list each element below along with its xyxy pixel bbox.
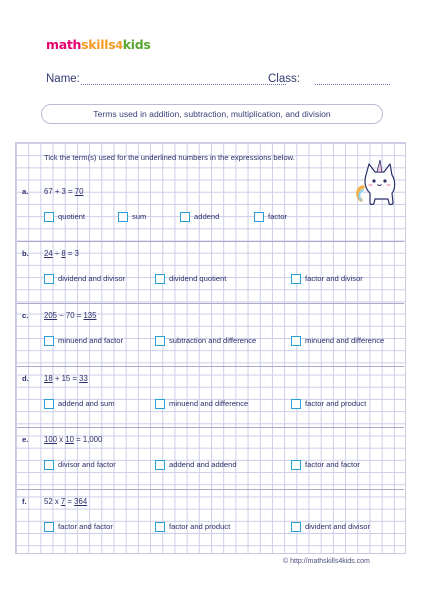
brand-logo: mathskills4kids — [46, 37, 151, 52]
instruction-text: Tick the term(s) used for the underlined numbers in the expressions below. — [44, 153, 295, 162]
option-label[interactable]: subtraction and difference — [169, 336, 257, 345]
question-expression — [44, 311, 96, 320]
worksheet-title: Terms used in addition, subtraction, multiplication, and division — [41, 104, 383, 124]
option-label[interactable]: minuend and factor — [58, 336, 124, 345]
expression-part: = 1,000 — [73, 435, 103, 444]
option-label[interactable]: sum — [132, 212, 147, 221]
underlined-number: 18 — [44, 374, 53, 383]
footer-url: © http://mathskills4kids.com — [283, 558, 370, 565]
underlined-number: 100 — [44, 435, 58, 444]
option-label[interactable]: factor and divisor — [305, 274, 363, 283]
question-separator — [17, 427, 404, 428]
underlined-number: 135 — [83, 311, 97, 320]
expression-part: x — [57, 435, 66, 444]
question-expression — [44, 435, 102, 444]
option-label[interactable]: quotient — [58, 212, 86, 221]
option-label[interactable]: minuend and difference — [169, 399, 249, 408]
name-line[interactable] — [81, 84, 286, 85]
expression-part: = — [65, 497, 75, 506]
question-label: e. — [22, 435, 29, 444]
expression-part: ÷ — [52, 249, 62, 258]
question-expression — [44, 249, 79, 258]
underlined-number: 70 — [74, 187, 84, 196]
option-label[interactable]: addend and sum — [58, 399, 115, 408]
underlined-number: 33 — [79, 374, 88, 383]
expression-part: + 15 = — [52, 374, 80, 383]
expression-part: 52 x — [44, 497, 61, 506]
option-label[interactable]: factor and factor — [58, 522, 113, 531]
option-checkbox[interactable] — [291, 399, 301, 409]
name-class-row — [46, 73, 392, 89]
option-label[interactable]: divident and divisor — [305, 522, 371, 531]
expression-part: − 70 = — [57, 311, 84, 320]
option-label[interactable]: minuend and difference — [305, 336, 385, 345]
option-checkbox[interactable] — [118, 212, 128, 222]
option-checkbox[interactable] — [44, 399, 54, 409]
underlined-number: 8 — [61, 249, 66, 258]
underlined-number: 10 — [65, 435, 74, 444]
option-checkbox[interactable] — [291, 274, 301, 284]
option-checkbox[interactable] — [155, 336, 165, 346]
option-checkbox[interactable] — [44, 336, 54, 346]
grid-paper-background — [15, 142, 406, 554]
option-label[interactable]: factor and product — [169, 522, 231, 531]
option-checkbox[interactable] — [155, 522, 165, 532]
option-label[interactable]: factor and factor — [305, 460, 360, 469]
option-checkbox[interactable] — [291, 460, 301, 470]
option-checkbox[interactable] — [155, 274, 165, 284]
option-checkbox[interactable] — [291, 336, 301, 346]
option-checkbox[interactable] — [291, 522, 301, 532]
option-checkbox[interactable] — [254, 212, 264, 222]
class-label: Class: — [268, 73, 300, 85]
option-checkbox[interactable] — [44, 460, 54, 470]
option-checkbox[interactable] — [44, 274, 54, 284]
expression-part: 67 + 3 = — [44, 187, 75, 196]
option-checkbox[interactable] — [44, 212, 54, 222]
question-label: f. — [22, 497, 27, 506]
class-line[interactable] — [315, 84, 390, 85]
underlined-number: 24 — [44, 249, 53, 258]
question-separator — [17, 303, 404, 304]
question-separator — [17, 489, 404, 490]
option-label[interactable]: addend — [194, 212, 220, 221]
question-label: b. — [22, 249, 29, 258]
option-checkbox[interactable] — [155, 460, 165, 470]
question-label: d. — [22, 374, 29, 383]
option-label[interactable]: dividend quotient — [169, 274, 227, 283]
option-label[interactable]: factor — [268, 212, 287, 221]
unicorn-cat-icon — [355, 157, 401, 209]
underlined-number: 364 — [74, 497, 88, 506]
option-checkbox[interactable] — [155, 399, 165, 409]
question-expression — [44, 187, 83, 196]
expression-part: = 3 — [65, 249, 79, 258]
option-label[interactable]: divisor and factor — [58, 460, 116, 469]
question-label: a. — [22, 187, 29, 196]
underlined-number: 205 — [44, 311, 58, 320]
underlined-number: 7 — [60, 497, 66, 506]
question-label: c. — [22, 311, 29, 320]
option-checkbox[interactable] — [180, 212, 190, 222]
question-separator — [17, 241, 404, 242]
option-label[interactable]: factor and product — [305, 399, 367, 408]
option-label[interactable]: dividend and divisor — [58, 274, 126, 283]
question-expression — [44, 374, 88, 383]
option-checkbox[interactable] — [44, 522, 54, 532]
option-label[interactable]: addend and addend — [169, 460, 237, 469]
name-label: Name: — [46, 73, 80, 85]
question-expression — [44, 497, 87, 506]
question-separator — [17, 366, 404, 367]
